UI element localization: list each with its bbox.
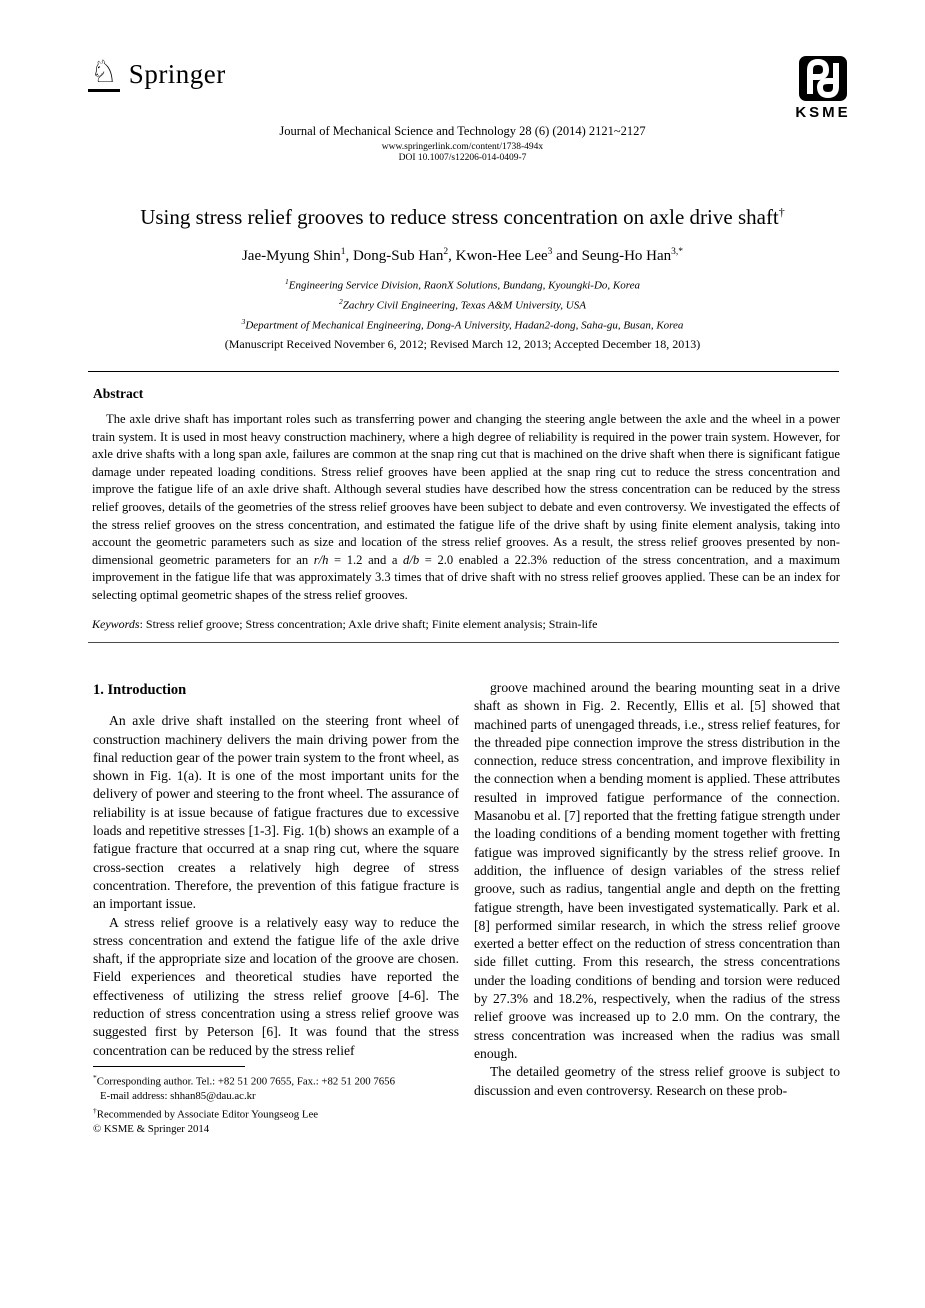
footnote-block bbox=[93, 1066, 457, 1137]
affiliation-line bbox=[0, 294, 925, 314]
affiliations-block bbox=[0, 274, 925, 334]
authors-line bbox=[0, 247, 925, 265]
abstract-variable-rh: r/h bbox=[313, 552, 329, 567]
footnote-text: Recommended by Associate Editor Youngseog Lee bbox=[96, 1108, 319, 1121]
paper-title-text: Using stress relief grooves to reduce stress concentration on axle drive shaft bbox=[140, 205, 779, 229]
footnote-corresponding-author bbox=[93, 1071, 457, 1089]
springer-logo bbox=[88, 56, 226, 92]
abstract-paragraph bbox=[92, 411, 840, 605]
doi-line: DOI 10.1007/s12206-014-0409-7 bbox=[398, 153, 527, 163]
body-paragraph: The detailed geometry of the stress relief groove is subject to discussion and even controversy. Research on these prob- bbox=[474, 1064, 840, 1098]
body-paragraph: groove machined around the bearing mounting seat in a drive shaft as shown in Fig. 2. Recently, Ellis et al. [5] showed that machined parts of unengaged threads, i.e., stress relief features, for the threaded pipe connection improve the stress distribution in the connection, reduce stress concentration, and improve flexibility in the connection when a bending moment is applied. These attributes resulted in improved fatigue performance of the connection. Masanobu et al. [7] reported that the fretting fatigue strength under the loading conditions of a bending moment together with fretting fatigue was improved significantly by the stress relief groove. In addition, the influence of design variables of the stress relief groove, such as radius, tangential angle and depth on the fretting fatigue strength, have been investigated systematically. Park et al. [8] performed similar research, in which the stress relief groove exerted a better effect on the reduction of stress concentration than side fillet cutting. From this research, the stress concentrations under the loading conditions of bending and torsion were reduced by 27.3% and 18.2%, respectively, when the radius of the stress relief groove was increased up to 2.0 mm. On the contrary, the stress concentration was increased when the radius was small enough. bbox=[474, 680, 840, 1061]
author-name: Kwon-Hee Lee bbox=[455, 248, 548, 264]
manuscript-history-line: (Manuscript Received November 6, 2012; Revised March 12, 2013; Accepted December 18, 2013) bbox=[224, 337, 701, 351]
ksme-logo bbox=[784, 56, 862, 121]
abstract-segment: = 2.0 enabled a 22.3% reduction of the stress concentration, and a maximum improvement in the fatigue life that was approximately 3.3 times that of drive shaft with no stress relief grooves applied. These can be an index for selecting optimal geometric shapes of the stress relief grooves. bbox=[92, 552, 840, 602]
author-name: Seung-Ho Han bbox=[581, 248, 672, 264]
journal-citation-line: Journal of Mechanical Science and Technology 28 (6) (2014) 2121~2127 bbox=[279, 124, 646, 138]
affiliation-line bbox=[0, 274, 925, 294]
springer-logo-text: Springer bbox=[128, 58, 226, 89]
body-paragraph: An axle drive shaft installed on the steering front wheel of construction machinery delivers the main driving power from the final reduction gear of the power train system to the front wheel, as shown in Fig. 1(a). It is one of the most important units for the delivery of power and steering to the front wheel. The assurance of reliability is at issue because of fatigue fractures due to excessive loads and repetitive stresses [1-3]. Fig. 1(b) shows an example of a fatigue fracture that occurred at a snap ring cut, where the square cross-section creates a relatively high degree of stress concentration. Therefore, the prevention of this fatigue fracture is an important issue. bbox=[93, 713, 459, 912]
abstract-bottom-rule bbox=[88, 642, 839, 643]
journal-url: www.springerlink.com/content/1738-494x bbox=[381, 142, 544, 152]
author-sup: 1 bbox=[340, 247, 346, 257]
affiliation-text: Zachry Civil Engineering, Texas A&M University, USA bbox=[342, 299, 586, 312]
abstract-top-rule bbox=[88, 371, 839, 372]
ksme-logo-icon bbox=[798, 56, 848, 102]
affiliation-line bbox=[0, 314, 925, 334]
author-separator: , bbox=[345, 248, 353, 264]
body-columns bbox=[93, 679, 840, 1100]
abstract-segment: The axle drive shaft has important roles such as transferring power and changing the steering angle between the axle and the wheel in a power train system. It is used in most heavy construction machinery, where a high degree of reliability is required in the power train system. However, for axle drive shafts with a long span axle, failures are common at the snap ring cut that is machined on the drive shaft when there is significant fatigue damage under repeated loading conditions. Stress relief grooves have been applied at the snap ring cut to reduce the stress concentration and improve the fatigue life of an axle drive shaft. Although several studies have described how the stress concentration can be reduced by the stress relief grooves, details of the geometries of the stress relief grooves have been subject to debate and even controversy. We investigated the effects of the stress relief grooves on the stress concentration, and estimated the fatigue life of the drive shaft by using finite element analysis, taking into account the geometric parameters such as size and location of the stress relief grooves. As a result, the stress relief grooves presented by non-dimensional geometric parameters for an bbox=[92, 412, 840, 567]
affiliation-sup: 1 bbox=[285, 277, 289, 286]
title-dagger-mark: † bbox=[778, 205, 785, 219]
footnote-dagger-mark: † bbox=[93, 1105, 97, 1115]
keywords-label: Keywords bbox=[92, 617, 140, 631]
ksme-logo-text: KSME bbox=[795, 104, 851, 121]
keywords-text: : Stress relief groove; Stress concentration; Axle drive shaft; Finite element analysis; Strain-life bbox=[139, 617, 598, 631]
paper-title bbox=[0, 205, 925, 230]
abstract-variable-db: d/b bbox=[403, 552, 420, 567]
body-paragraph: A stress relief groove is a relatively easy way to reduce the stress concentration and extend the fatigue life of the axle drive shaft, if the appropriate size and location of the groove are chosen. Field experiences and theoretical studies have reported the effectiveness of utilizing the stress relief groove [4-6]. The reduction of stress concentration using a stress relief groove was suggested first by Peterson [6]. It was found that the stress concentration can be reduced by the stress relief bbox=[93, 914, 459, 1058]
footnote-copyright: © KSME & Springer 2014 bbox=[93, 1122, 210, 1135]
abstract-heading: Abstract bbox=[93, 386, 144, 401]
author-sup: 3 bbox=[547, 247, 553, 257]
keywords-line bbox=[92, 617, 840, 632]
springer-horse-icon: ♘ bbox=[88, 56, 120, 92]
footnote-editor bbox=[93, 1104, 457, 1122]
left-column bbox=[93, 679, 459, 1100]
affiliation-sup: 2 bbox=[339, 297, 343, 307]
section-heading-introduction: 1. Introduction bbox=[93, 682, 187, 698]
affiliation-text: Department of Mechanical Engineering, Dong-A University, Hadan2-dong, Saha-gu, Busan, Korea bbox=[245, 319, 684, 332]
footnote-text: Corresponding author. Tel.: +82 51 200 7655, Fax.: +82 51 200 7656 bbox=[96, 1075, 395, 1088]
footnote-email: E-mail address: shhan85@dau.ac.kr bbox=[100, 1090, 256, 1103]
author-separator: , bbox=[448, 248, 456, 264]
affiliation-sup: 3 bbox=[241, 317, 246, 327]
author-separator: and bbox=[552, 248, 582, 264]
author-sup: 3,* bbox=[671, 247, 684, 257]
footnote-rule bbox=[93, 1066, 245, 1067]
author-sup: 2 bbox=[443, 247, 449, 257]
right-column bbox=[474, 679, 840, 1100]
author-name: Jae-Myung Shin bbox=[241, 248, 341, 264]
author-name: Dong-Sub Han bbox=[352, 248, 444, 264]
abstract-segment: = 1.2 and a bbox=[328, 552, 404, 567]
affiliation-text: Engineering Service Division, RaonX Solutions, Bundang, Kyoungki-Do, Korea bbox=[288, 279, 640, 292]
footnote-asterisk-mark: * bbox=[93, 1073, 97, 1082]
